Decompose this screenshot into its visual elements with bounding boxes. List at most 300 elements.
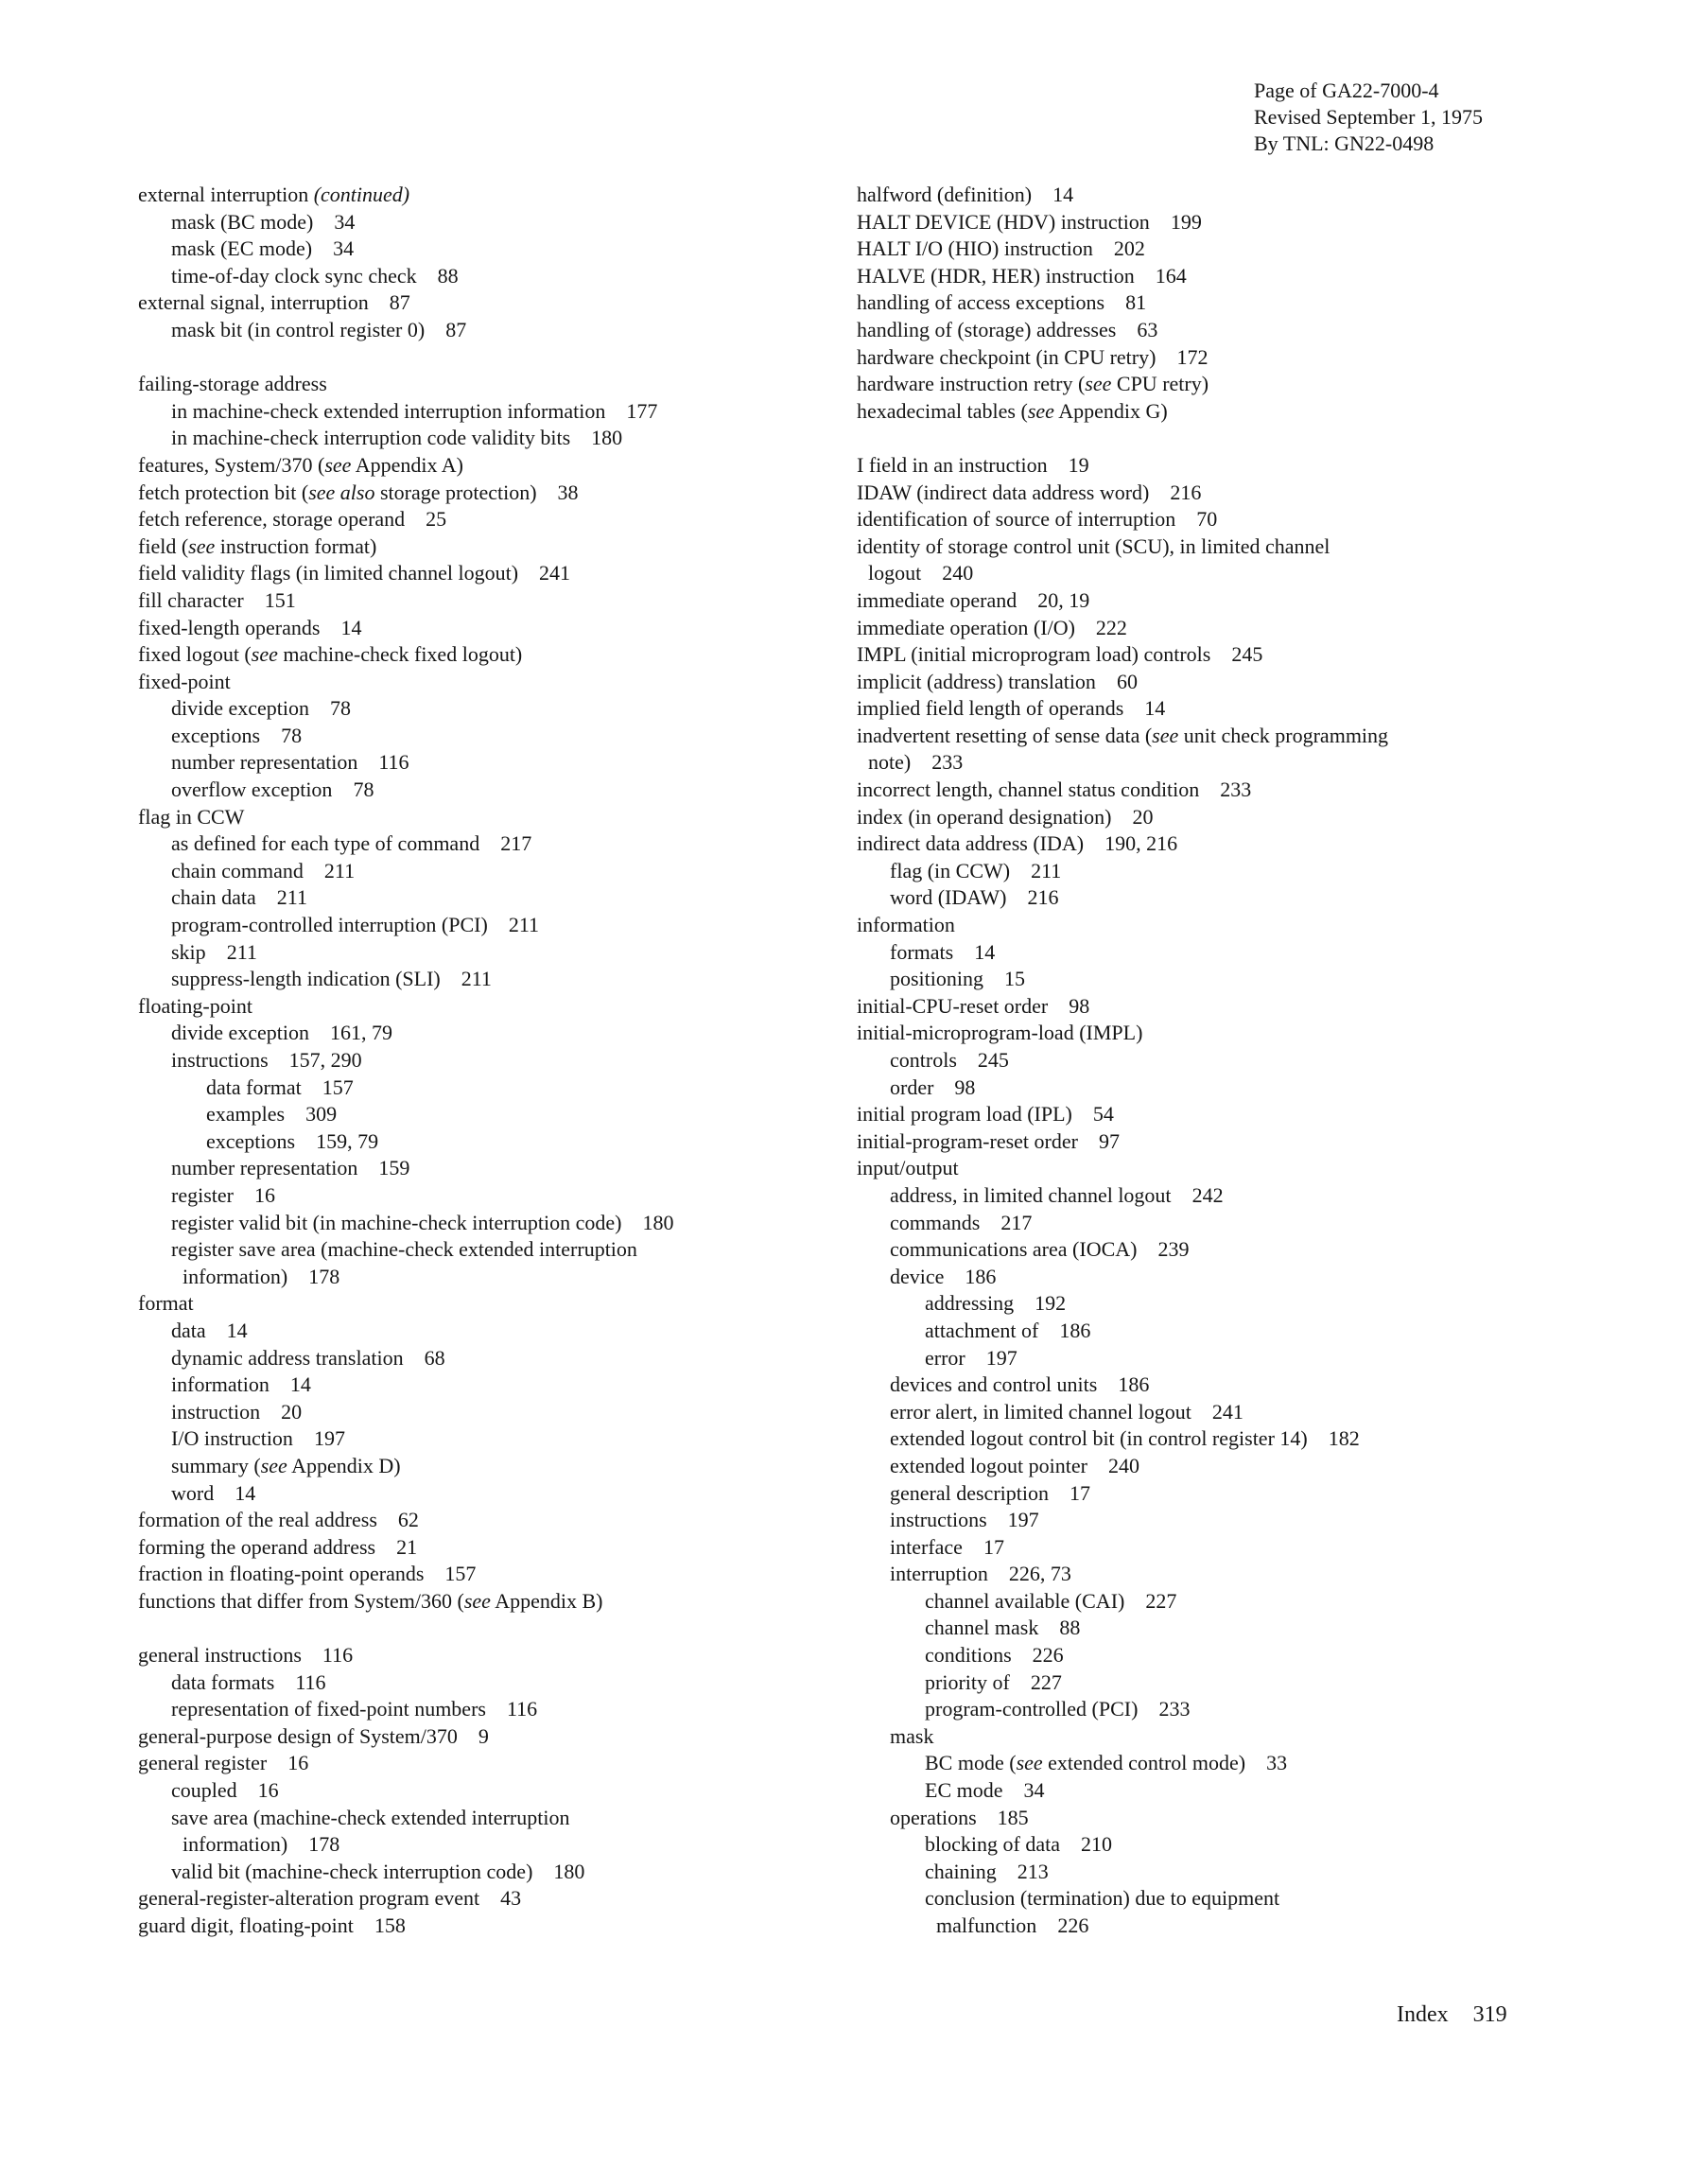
index-entry xyxy=(857,371,1613,398)
index-entry xyxy=(138,1290,857,1318)
page-reference: 17 xyxy=(983,1534,1004,1559)
index-term-text: instruction xyxy=(171,1399,261,1424)
index-term-text: address, in limited channel logout xyxy=(890,1182,1172,1207)
index-subentry xyxy=(138,1453,857,1480)
index-subentry xyxy=(138,263,857,290)
index-term-text: order xyxy=(890,1075,934,1099)
index-entry xyxy=(138,1588,857,1616)
page-reference: 158 xyxy=(374,1913,406,1937)
index-term-text: exceptions xyxy=(171,723,261,747)
index-entry xyxy=(857,289,1613,317)
page-reference: 227 xyxy=(1145,1588,1177,1613)
index-subentry xyxy=(138,1777,857,1805)
index-subentry xyxy=(138,317,857,344)
index-subentry xyxy=(857,1453,1613,1480)
index-term-text: Appendix A) xyxy=(351,452,464,477)
index-term-text: Appendix D) xyxy=(287,1453,401,1477)
index-term-text: initial-program-reset order xyxy=(857,1128,1078,1153)
index-entry xyxy=(857,533,1613,561)
index-term-text: Appendix G) xyxy=(1053,398,1168,423)
page-reference: 226 xyxy=(1057,1913,1089,1937)
index-subentry xyxy=(857,1182,1613,1210)
index-group-separator xyxy=(138,1615,857,1642)
index-term-text: floating-point xyxy=(138,993,252,1018)
page-reference: 21 xyxy=(396,1534,418,1559)
page-reference: 34 xyxy=(333,236,355,261)
index-subentry xyxy=(138,1155,857,1182)
page-reference: 241 xyxy=(539,561,571,585)
index-term-text: initial-CPU-reset order xyxy=(857,993,1049,1018)
index-entry xyxy=(857,804,1613,831)
index-term-text: information) xyxy=(183,1264,288,1288)
page-reference: 226 xyxy=(1032,1643,1064,1668)
index-term-text: communications area (IOCA) xyxy=(890,1237,1138,1262)
index-term-text: channel available (CAI) xyxy=(925,1588,1125,1613)
index-term-text: functions that differ from System/360 ( xyxy=(138,1588,464,1613)
page-reference: 227 xyxy=(1030,1669,1062,1694)
page-reference: 33 xyxy=(1266,1751,1288,1775)
index-subentry xyxy=(138,830,857,858)
page-reference: 197 xyxy=(985,1345,1017,1370)
page-reference: 20 xyxy=(1132,804,1154,829)
page-reference: 78 xyxy=(281,723,303,747)
index-subentry xyxy=(857,1210,1613,1237)
index-entry xyxy=(857,723,1613,750)
page-reference: 240 xyxy=(942,561,974,585)
page-reference: 116 xyxy=(378,750,409,775)
index-subentry xyxy=(138,1101,857,1128)
index-entry xyxy=(857,641,1613,669)
cross-reference-term: see xyxy=(188,533,216,558)
page-reference: 98 xyxy=(954,1075,976,1099)
index-term-text: implied field length of operands xyxy=(857,696,1124,721)
index-term-text: suppress-length indication (SLI) xyxy=(171,967,441,991)
index-subentry xyxy=(138,1345,857,1372)
index-entry xyxy=(138,1723,857,1751)
index-term-text: error alert, in limited channel logout xyxy=(890,1399,1191,1424)
page-reference: 116 xyxy=(506,1697,538,1721)
page-reference: 20, 19 xyxy=(1037,587,1090,612)
index-term-text: in machine-check extended interruption information xyxy=(171,398,606,423)
header-revision-date: Revised September 1, 1975 xyxy=(1254,105,1483,129)
index-entry xyxy=(857,777,1613,804)
index-subentry xyxy=(138,209,857,236)
index-entry xyxy=(138,533,857,561)
index-term-text: controls xyxy=(890,1048,957,1072)
page-reference: 157 xyxy=(444,1562,477,1586)
page-number: 319 xyxy=(1472,2002,1507,2027)
index-term-text: HALVE (HDR, HER) instruction xyxy=(857,263,1135,288)
index-subentry xyxy=(138,398,857,426)
index-entry-continuation xyxy=(857,560,1613,587)
index-term-text: handling of (storage) addresses xyxy=(857,317,1117,341)
index-subentry xyxy=(138,1210,857,1237)
index-term-text: I field in an instruction xyxy=(857,452,1048,477)
index-term-text: attachment of xyxy=(925,1318,1039,1342)
index-term-text: commands xyxy=(890,1210,981,1234)
page-reference: 38 xyxy=(557,480,579,504)
index-term-text: skip xyxy=(171,939,206,964)
index-entry-continuation xyxy=(857,1913,1613,1940)
page-reference: 62 xyxy=(397,1508,419,1532)
index-term-text: format xyxy=(138,1291,194,1316)
index-term-text: note) xyxy=(868,750,912,775)
index-subentry xyxy=(857,1372,1613,1399)
index-term-text: initial program load (IPL) xyxy=(857,1102,1072,1127)
page-reference: 87 xyxy=(445,317,467,341)
index-subentry xyxy=(857,1399,1613,1426)
page-reference: 213 xyxy=(1017,1859,1049,1883)
index-term-text: incorrect length, channel status condition xyxy=(857,778,1200,802)
index-term-text: data format xyxy=(206,1075,302,1099)
index-term-text: extended logout control bit (in control register 14) xyxy=(890,1426,1308,1451)
index-entry xyxy=(138,1561,857,1588)
index-entry xyxy=(138,993,857,1021)
page-reference: 202 xyxy=(1113,236,1145,261)
index-subentry xyxy=(857,1480,1613,1508)
index-term-text: time-of-day clock sync check xyxy=(171,263,417,288)
page-reference: 197 xyxy=(313,1426,345,1451)
index-term-text: representation of fixed-point numbers xyxy=(171,1697,486,1721)
index-term-text: register valid bit (in machine-check interruption code) xyxy=(171,1210,622,1234)
index-term-text: summary ( xyxy=(171,1453,261,1477)
index-subentry xyxy=(857,966,1613,993)
page-reference: 182 xyxy=(1328,1426,1360,1451)
index-term-text: logout xyxy=(868,561,922,585)
index-subentry xyxy=(138,1805,857,1832)
index-subentry xyxy=(857,1777,1613,1805)
page-reference: 68 xyxy=(424,1345,445,1370)
index-term-text: indirect data address (IDA) xyxy=(857,831,1085,856)
index-subentry xyxy=(138,1128,857,1156)
page-reference: 245 xyxy=(977,1048,1009,1072)
index-entry xyxy=(857,1155,1613,1182)
index-term-text: immediate operation (I/O) xyxy=(857,615,1075,639)
index-subentry xyxy=(857,1318,1613,1345)
index-term-text: Appendix B) xyxy=(490,1588,603,1613)
page-reference: 190, 216 xyxy=(1104,831,1178,856)
page-reference: 78 xyxy=(353,778,374,802)
index-term-text: HALT I/O (HIO) instruction xyxy=(857,236,1093,261)
page-reference: 241 xyxy=(1211,1399,1244,1424)
index-term-text: chain data xyxy=(171,885,256,910)
page-reference: 157 xyxy=(322,1075,354,1099)
index-term-text: field validity flags (in limited channel logout) xyxy=(138,561,519,585)
page-reference: 186 xyxy=(965,1264,997,1288)
page-reference: 172 xyxy=(1176,344,1209,369)
index-subentry xyxy=(857,1588,1613,1616)
index-term-text: as defined for each type of command xyxy=(171,831,480,856)
header-tnl-number: By TNL: GN22-0498 xyxy=(1254,131,1435,155)
index-term-text: addressing xyxy=(925,1291,1015,1316)
index-entry xyxy=(857,1020,1613,1047)
cross-reference-term: see xyxy=(1027,398,1054,423)
cross-reference-term: see xyxy=(1152,723,1179,747)
index-term-text: register save area (machine-check extended interruption xyxy=(171,1237,637,1262)
index-entry xyxy=(857,615,1613,642)
index-term-text: failing-storage address xyxy=(138,372,327,396)
index-term-text: flag in CCW xyxy=(138,804,245,829)
index-subentry xyxy=(138,1859,857,1886)
index-term-text: mask (BC mode) xyxy=(171,209,314,234)
index-entry xyxy=(138,1750,857,1777)
index-subentry xyxy=(857,1723,1613,1751)
index-entry xyxy=(857,695,1613,723)
index-term-text: instructions xyxy=(890,1508,987,1532)
index-term-text: IDAW (indirect data address word) xyxy=(857,480,1150,504)
index-subentry xyxy=(857,1075,1613,1102)
index-subentry xyxy=(857,1750,1613,1777)
page-reference: 97 xyxy=(1098,1128,1120,1153)
page-reference: 78 xyxy=(330,696,352,721)
index-term-text: general description xyxy=(890,1480,1049,1505)
index-subentry xyxy=(857,1831,1613,1859)
footer-section-label: Index xyxy=(1397,2002,1449,2027)
index-subentry xyxy=(857,1236,1613,1264)
index-subentry xyxy=(138,858,857,885)
index-term-text: CPU retry) xyxy=(1111,372,1209,396)
index-term-text: instruction format) xyxy=(215,533,377,558)
index-subentry xyxy=(857,1805,1613,1832)
index-entry xyxy=(857,912,1613,939)
page-reference: 19 xyxy=(1068,452,1089,477)
index-term-text: HALT DEVICE (HDV) instruction xyxy=(857,209,1150,234)
index-entry xyxy=(138,641,857,669)
cross-reference-term: see xyxy=(324,452,352,477)
index-term-text: number representation xyxy=(171,750,358,775)
page-reference: 151 xyxy=(264,587,296,612)
index-entry-continuation xyxy=(857,749,1613,777)
page-reference: 222 xyxy=(1095,615,1127,639)
index-entry xyxy=(857,263,1613,290)
page-reference: 180 xyxy=(553,1859,585,1883)
page-reference: 70 xyxy=(1196,507,1218,532)
index-subentry xyxy=(138,1669,857,1697)
index-term-text: overflow exception xyxy=(171,778,333,802)
index-entry xyxy=(857,506,1613,533)
index-subentry xyxy=(138,884,857,912)
index-subentry xyxy=(857,939,1613,967)
index-term-text: general-purpose design of System/370 xyxy=(138,1723,458,1748)
index-entry xyxy=(138,560,857,587)
index-term-text: fetch reference, storage operand xyxy=(138,507,406,532)
index-entry xyxy=(857,480,1613,507)
page-reference: 63 xyxy=(1137,317,1158,341)
page-reference: 216 xyxy=(1170,480,1202,504)
page-reference: 17 xyxy=(1070,1480,1090,1505)
index-entry xyxy=(857,830,1613,858)
page-reference: 14 xyxy=(974,939,996,964)
index-term-text: positioning xyxy=(890,967,984,991)
index-term-text: formats xyxy=(890,939,954,964)
index-term-text: external interruption xyxy=(138,183,314,206)
index-term-text: conditions xyxy=(925,1643,1012,1668)
page-reference: 233 xyxy=(1220,778,1252,802)
index-entry xyxy=(857,587,1613,615)
index-term-text: BC mode ( xyxy=(925,1751,1017,1775)
index-term-text: mask xyxy=(890,1723,934,1748)
index-subentry xyxy=(138,1696,857,1723)
index-term-text: information xyxy=(171,1372,270,1397)
page-reference: 16 xyxy=(257,1778,279,1803)
index-entry xyxy=(857,1128,1613,1156)
page-reference: 239 xyxy=(1157,1237,1190,1262)
index-term-text: channel mask xyxy=(925,1616,1039,1640)
index-entry xyxy=(857,398,1613,426)
page-reference: 14 xyxy=(340,615,362,639)
index-entry xyxy=(138,615,857,642)
index-term-text: save area (machine-check extended interruption xyxy=(171,1805,570,1829)
index-term-text: fixed-length operands xyxy=(138,615,321,639)
index-term-text: priority of xyxy=(925,1669,1010,1694)
page-reference: 15 xyxy=(1004,967,1026,991)
index-subentry xyxy=(138,1399,857,1426)
index-entry xyxy=(138,1913,857,1940)
index-term-text: information) xyxy=(183,1832,288,1857)
index-term-text: extended control mode) xyxy=(1042,1751,1246,1775)
page-reference: 14 xyxy=(235,1480,256,1505)
index-term-text: conclusion (termination) due to equipment xyxy=(925,1886,1280,1911)
index-column-left xyxy=(138,182,857,1940)
index-subentry xyxy=(857,1615,1613,1642)
page-reference: 88 xyxy=(437,263,459,288)
page-reference: 98 xyxy=(1069,993,1090,1018)
index-subentry xyxy=(138,1075,857,1102)
cross-reference-term: see xyxy=(260,1453,287,1477)
page-reference: 14 xyxy=(1144,696,1166,721)
index-term-text: interface xyxy=(890,1534,963,1559)
index-subentry xyxy=(857,1642,1613,1669)
index-term-text: features, System/370 ( xyxy=(138,452,325,477)
index-term-text: immediate operand xyxy=(857,587,1017,612)
index-entry xyxy=(138,480,857,507)
index-term-text: fetch protection bit ( xyxy=(138,480,309,504)
index-term-text: storage protection) xyxy=(374,480,537,504)
index-entry xyxy=(857,669,1613,696)
index-subentry xyxy=(138,749,857,777)
page-reference: 210 xyxy=(1080,1832,1112,1857)
page-reference: 186 xyxy=(1059,1318,1091,1342)
index-term-text: chain command xyxy=(171,858,304,882)
index-term-text: dynamic address translation xyxy=(171,1345,404,1370)
index-entry xyxy=(857,209,1613,236)
page-reference: 211 xyxy=(323,858,356,882)
index-entry xyxy=(857,236,1613,263)
page-reference: 20 xyxy=(281,1399,303,1424)
index-term-text: program-controlled (PCI) xyxy=(925,1697,1139,1721)
index-term-text: input/output xyxy=(857,1156,959,1180)
index-term-text: field ( xyxy=(138,533,189,558)
index-term-text: interruption xyxy=(890,1562,988,1586)
index-entry xyxy=(857,317,1613,344)
index-entry xyxy=(138,1534,857,1562)
index-term-text: implicit (address) translation xyxy=(857,669,1096,693)
cross-reference-term: (continued) xyxy=(313,183,410,206)
index-subentry xyxy=(138,939,857,967)
index-term-text: forming the operand address xyxy=(138,1534,376,1559)
index-term-text: general-register-alteration program event xyxy=(138,1886,480,1911)
index-term-text: inadvertent resetting of sense data ( xyxy=(857,723,1153,747)
index-subentry xyxy=(138,1236,857,1264)
index-subentry xyxy=(857,1345,1613,1372)
index-term-text: halfword (definition) xyxy=(857,183,1033,206)
index-subentry xyxy=(138,1425,857,1453)
index-entry xyxy=(138,1642,857,1669)
page-reference: 14 xyxy=(1052,183,1074,206)
page-reference: 116 xyxy=(295,1669,326,1694)
index-term-text: register xyxy=(171,1182,234,1207)
index-term-text: index (in operand designation) xyxy=(857,804,1112,829)
page-reference: 177 xyxy=(626,398,658,423)
index-term-text: number representation xyxy=(171,1156,358,1180)
header-document-number: Page of GA22-7000-4 xyxy=(1254,79,1439,102)
page-reference: 43 xyxy=(500,1886,522,1911)
cross-reference-term: see xyxy=(251,642,278,667)
page-reference: 199 xyxy=(1170,209,1202,234)
page-reference: 14 xyxy=(289,1372,311,1397)
index-subentry xyxy=(138,1372,857,1399)
page-reference: 216 xyxy=(1027,885,1059,910)
index-term-text: initial-microprogram-load (IMPL) xyxy=(857,1021,1143,1045)
index-subentry xyxy=(857,858,1613,885)
page-reference: 180 xyxy=(591,426,623,450)
page-reference: 233 xyxy=(1158,1697,1191,1721)
page-reference: 217 xyxy=(1000,1210,1033,1234)
page-reference: 81 xyxy=(1125,290,1147,315)
index-term-text: exceptions xyxy=(206,1128,296,1153)
cross-reference-term: see xyxy=(463,1588,491,1613)
index-subentry xyxy=(857,1425,1613,1453)
index-entry xyxy=(857,344,1613,372)
page-reference: 164 xyxy=(1155,263,1187,288)
page-reference: 159, 79 xyxy=(316,1128,379,1153)
index-term-text: fill character xyxy=(138,587,244,612)
index-term-text: handling of access exceptions xyxy=(857,290,1105,315)
index-subentry xyxy=(857,1885,1613,1913)
index-term-text: fixed logout ( xyxy=(138,642,252,667)
index-group-separator xyxy=(138,344,857,372)
page-reference: 233 xyxy=(931,750,964,775)
index-term-text: instructions xyxy=(171,1048,269,1072)
index-subentry xyxy=(857,1561,1613,1588)
page-reference: 226, 73 xyxy=(1008,1562,1071,1586)
index-term-text: device xyxy=(890,1264,945,1288)
index-term-text: devices and control units xyxy=(890,1372,1098,1397)
index-term-text: machine-check fixed logout) xyxy=(277,642,523,667)
page-reference: 211 xyxy=(226,939,257,964)
page-reference: 185 xyxy=(997,1805,1029,1829)
page-reference: 180 xyxy=(642,1210,674,1234)
page-reference: 217 xyxy=(500,831,532,856)
page-reference: 116 xyxy=(322,1643,354,1668)
index-subentry xyxy=(857,1859,1613,1886)
index-entry xyxy=(857,993,1613,1021)
index-entry xyxy=(138,506,857,533)
page-reference: 186 xyxy=(1118,1372,1150,1397)
index-term-text: fraction in floating-point operands xyxy=(138,1562,425,1586)
index-entry xyxy=(138,1885,857,1913)
index-term-text: fixed-point xyxy=(138,669,231,693)
index-subentry xyxy=(857,884,1613,912)
index-subentry xyxy=(138,1318,857,1345)
page-reference: 87 xyxy=(389,290,410,315)
index-term-text: mask bit (in control register 0) xyxy=(171,317,426,341)
index-term-text: guard digit, floating-point xyxy=(138,1913,354,1937)
cross-reference-term: see xyxy=(1016,1751,1043,1775)
index-entry xyxy=(138,289,857,317)
index-term-text: data formats xyxy=(171,1669,275,1694)
index-term-text: information xyxy=(857,913,955,937)
